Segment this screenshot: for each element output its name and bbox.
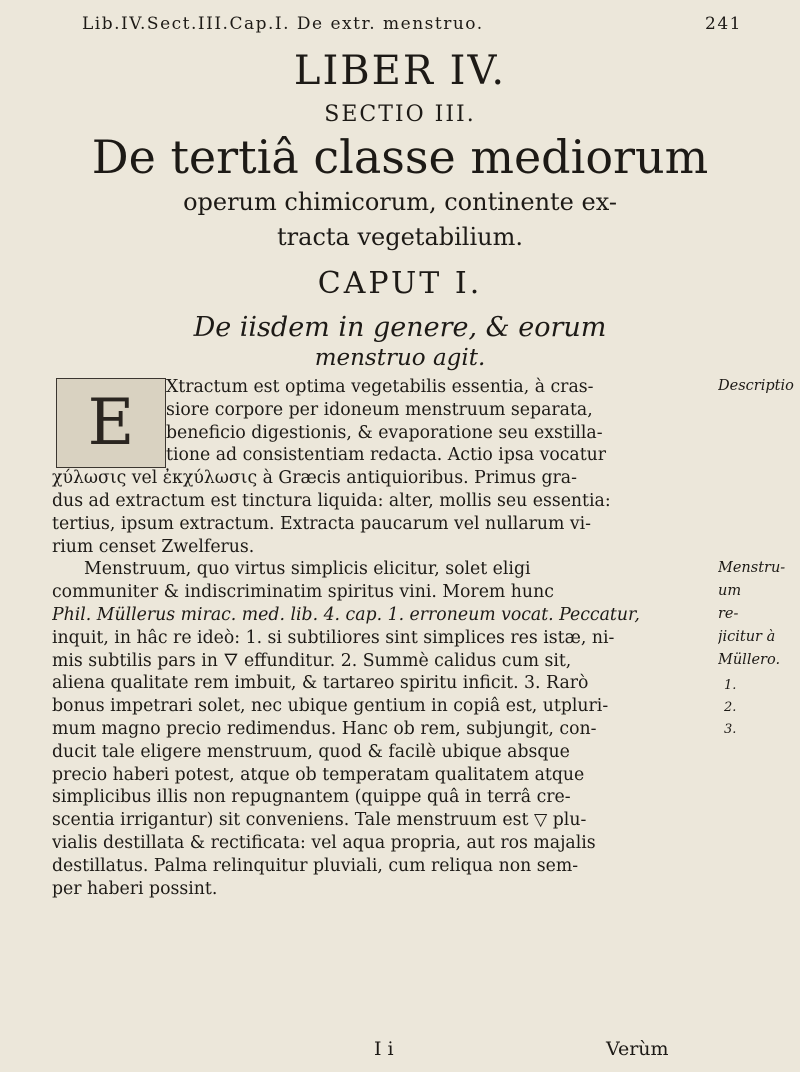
body-text <box>52 376 714 900</box>
section-subtitle-line-1: operum chimicorum, continente ex- <box>183 188 617 216</box>
body-line: aliena qualitate rem imbuit, & tartareo spiritu inficit. 3. Rarò <box>52 673 589 694</box>
running-head-text: Lib.IV.Sect.III.Cap.I. De extr. menstruo. <box>82 14 484 34</box>
margin-note: Descriptio <box>718 378 794 394</box>
body-line: ducit tale eligere menstruum, quod & facilè ubique absque <box>52 741 570 762</box>
section-subtitle-line-2: tracta vegetabilium. <box>277 223 523 251</box>
section-title: De tertiâ classe mediorum <box>91 130 709 184</box>
body-line: dus ad extractum est tinctura liquida: alter, mollis seu essentia: <box>52 490 611 511</box>
margin-note: Menstru- <box>718 560 786 576</box>
margin-note: re- <box>718 606 739 622</box>
chapter-heading-line-1: De iisdem in genere, & eorum <box>193 312 607 343</box>
body-line: inquit, in hâc re ideò: 1. si subtiliores sint simplices res istæ, ni- <box>52 627 615 648</box>
body-line: rium censet Zwelferus. <box>52 536 255 557</box>
body-line: Phil. Müllerus mirac. med. lib. 4. cap. 1. erroneum vocat. Peccatur, <box>52 604 640 625</box>
page-number: 241 <box>705 14 742 34</box>
body-line: bonus impetrari solet, nec ubique gentium in copiâ est, utpluri- <box>52 696 609 717</box>
body-line: simplicibus illis non repugnantem (quippe quâ in terrâ cre- <box>52 787 571 808</box>
body-line: mis subtilis pars in 🜄 effunditur. 2. Summè calidus cum sit, <box>52 650 572 671</box>
decorated-initial: E <box>56 378 166 468</box>
body-line: tertius, ipsum extractum. Extracta paucarum vel nullarum vi- <box>52 513 592 534</box>
body-line: precio haberi potest, atque ob temperatam qualitatem atque <box>52 764 585 785</box>
body-line: beneficio digestionis, & evaporatione seu exstilla- <box>166 422 603 443</box>
body-line: Menstruum, quo virtus simplicis elicitur, solet eligi <box>84 559 531 580</box>
book-heading: LIBER IV. <box>293 48 507 94</box>
margin-number: 1. <box>724 678 737 693</box>
running-head <box>82 14 742 34</box>
margin-number: 2. <box>724 700 737 715</box>
margin-note: jicitur à <box>718 629 776 645</box>
body-line: mum magno precio redimendus. Hanc ob rem, subjungit, con- <box>52 718 597 739</box>
body-line: per haberi possint. <box>52 878 218 899</box>
body-line: χύλωσις vel ἐκχύλωσις à Græcis antiquioribus. Primus gra- <box>52 468 577 489</box>
body-line: tione ad consistentiam redacta. Actio ipsa vocatur <box>166 445 607 466</box>
chapter-heading: CAPUT I. <box>317 266 483 301</box>
body-line: siore corpore per idoneum menstruum separata, <box>166 399 593 420</box>
body-line: communiter & indiscriminatim spiritus vini. Morem hunc <box>52 582 554 603</box>
margin-note: Müllero. <box>718 652 781 668</box>
section-heading: SECTIO III. <box>324 102 476 127</box>
body-line: vialis destillata & rectificata: vel aqua propria, aut ros majalis <box>52 832 596 853</box>
signature-mark: I i <box>374 1038 394 1060</box>
body-line: Xtractum est optima vegetabilis essentia, à cras- <box>166 377 594 397</box>
body-line: destillatus. Palma relinquitur pluviali, cum reliqua non sem- <box>52 855 579 876</box>
chapter-heading-line-2: menstruo agit. <box>314 345 486 371</box>
margin-number: 3. <box>724 722 737 737</box>
catchword: Verùm <box>606 1038 669 1060</box>
body-line: scentia irrigantur) sit conveniens. Tale menstruum est ▽ plu- <box>52 810 587 831</box>
margin-note: um <box>718 583 742 599</box>
